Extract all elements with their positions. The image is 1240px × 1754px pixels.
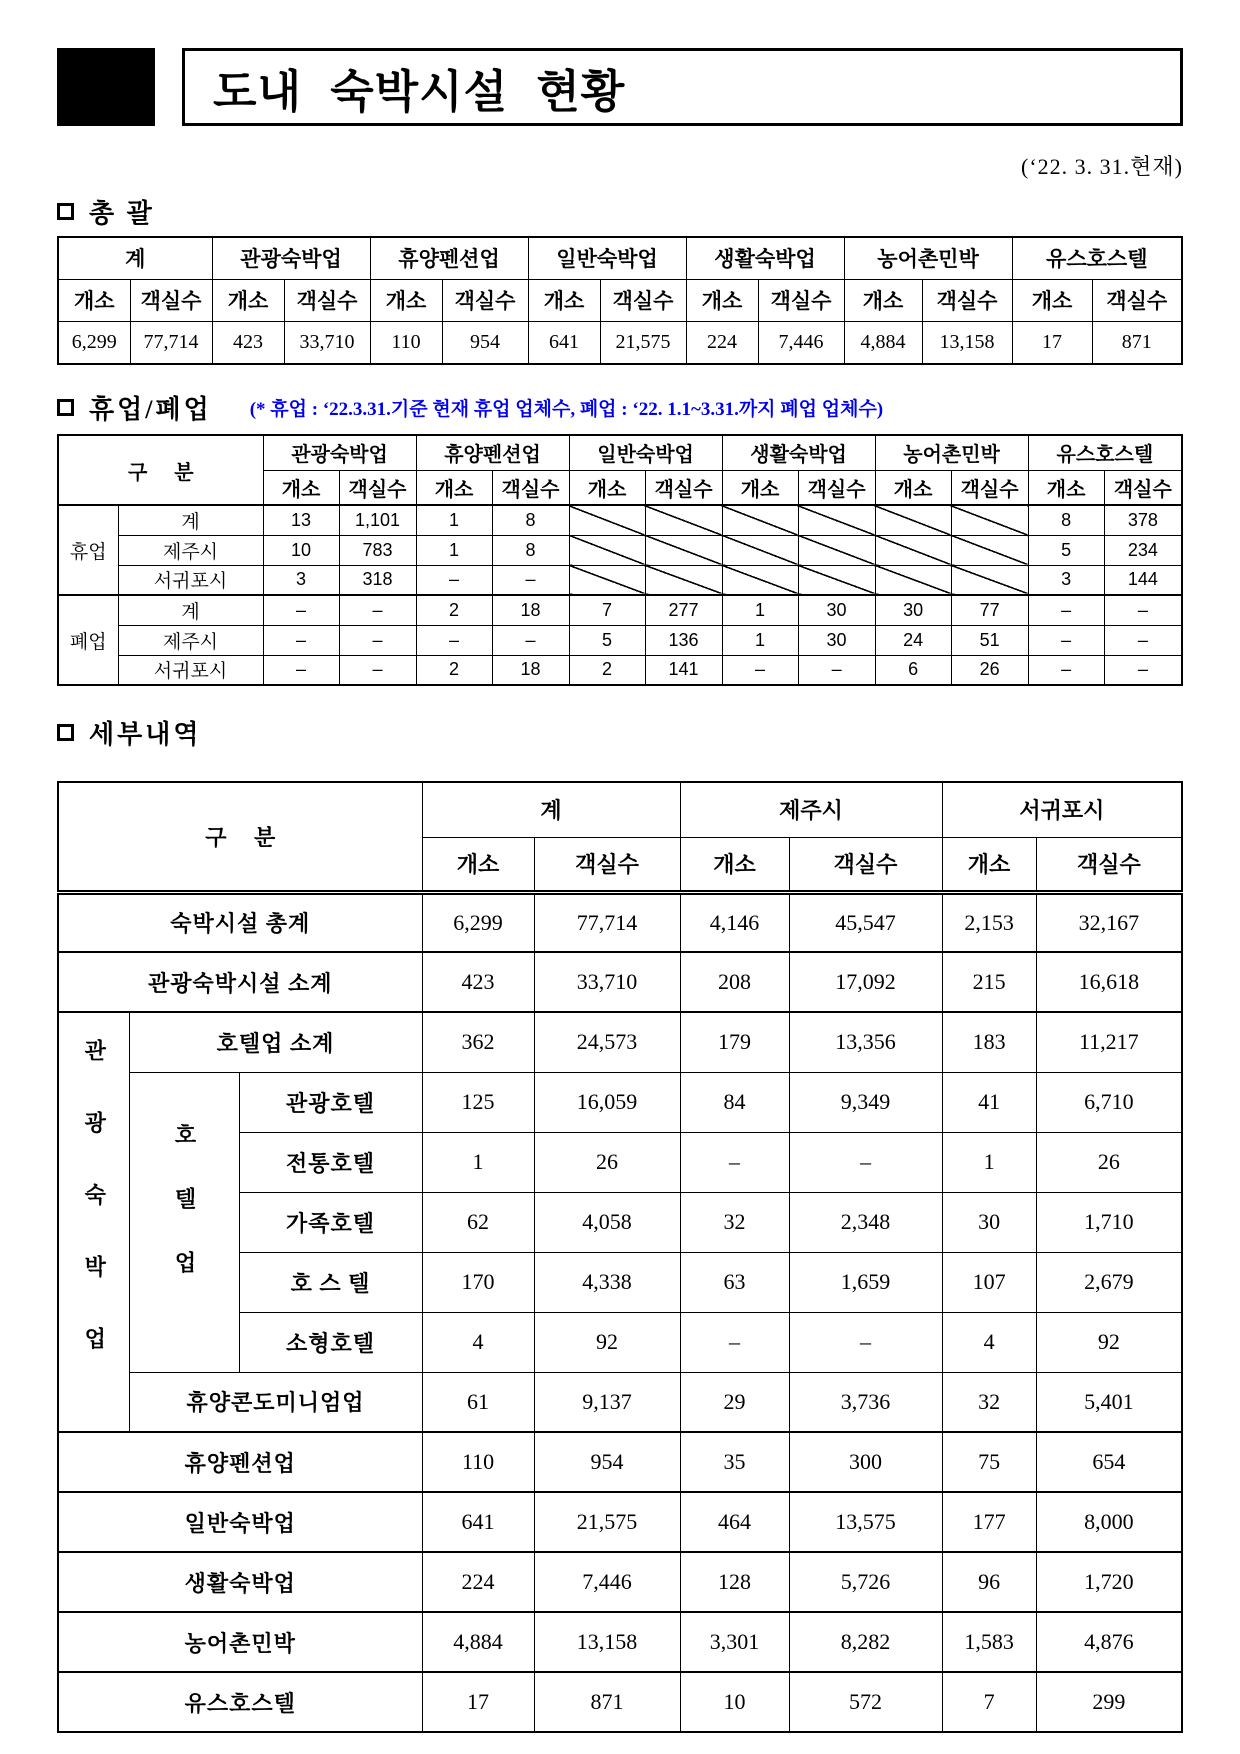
data-cell: 5 [1028, 535, 1104, 565]
data-cell: 7 [569, 595, 645, 625]
table-row [58, 505, 1182, 535]
data-cell: – [416, 565, 492, 595]
column-header: 일반숙박업 [528, 237, 686, 279]
data-cell: 32,167 [1036, 892, 1182, 952]
column-header: 객실수 [1036, 837, 1182, 892]
data-cell: 26 [1036, 1132, 1182, 1192]
table-row [58, 1372, 1182, 1432]
data-cell: 13,575 [789, 1492, 942, 1552]
column-header: 개소 [722, 470, 798, 505]
data-cell: 7,446 [758, 321, 844, 364]
data-cell: – [1028, 595, 1104, 625]
data-cell: 572 [789, 1672, 942, 1732]
data-cell: 18 [492, 655, 569, 685]
data-cell: 30 [875, 595, 951, 625]
data-cell: 4 [942, 1312, 1036, 1372]
data-cell: 3 [1028, 565, 1104, 595]
column-header: 개소 [528, 279, 600, 321]
diagonal-cell [569, 505, 645, 535]
data-cell: 1 [416, 505, 492, 535]
column-header: 객실수 [534, 837, 680, 892]
section-heading-closure [57, 389, 1183, 426]
data-cell: 1,710 [1036, 1192, 1182, 1252]
data-cell: 2 [416, 595, 492, 625]
data-cell: 1,101 [339, 505, 416, 535]
data-cell: 1 [416, 535, 492, 565]
data-cell: 1 [722, 595, 798, 625]
closure-table [57, 434, 1183, 686]
row-group-label: 휴업 [58, 505, 118, 595]
data-cell: 62 [422, 1192, 534, 1252]
data-cell: 92 [1036, 1312, 1182, 1372]
data-cell: 8 [492, 505, 569, 535]
column-header: 구 분 [58, 435, 263, 505]
data-cell: 30 [798, 625, 875, 655]
data-cell: 299 [1036, 1672, 1182, 1732]
column-header: 개소 [942, 837, 1036, 892]
diagonal-cell [569, 535, 645, 565]
data-cell: 4,338 [534, 1252, 680, 1312]
diagonal-cell [798, 565, 875, 595]
column-header: 객실수 [284, 279, 370, 321]
data-cell: 16,059 [534, 1072, 680, 1132]
row-label: 휴양펜션업 [58, 1432, 422, 1492]
row-label: 서귀포시 [118, 655, 263, 685]
data-cell: 5,726 [789, 1552, 942, 1612]
data-cell: 24,573 [534, 1012, 680, 1072]
data-cell: 96 [942, 1552, 1036, 1612]
data-cell: 464 [680, 1492, 789, 1552]
data-cell: 141 [645, 655, 722, 685]
detail-table [57, 781, 1183, 1733]
overview-subheader-row [58, 279, 1182, 321]
column-header: 생활숙박업 [722, 435, 875, 470]
title-black-block [57, 48, 155, 126]
data-cell: 6,710 [1036, 1072, 1182, 1132]
row-label: 유스호스텔 [58, 1672, 422, 1732]
table-row [58, 1432, 1182, 1492]
column-header: 개소 [844, 279, 922, 321]
data-cell: 92 [534, 1312, 680, 1372]
column-header: 객실수 [600, 279, 686, 321]
data-cell: 63 [680, 1252, 789, 1312]
diagonal-cell [951, 505, 1028, 535]
data-cell: – [416, 625, 492, 655]
data-cell: 77,714 [534, 892, 680, 952]
data-cell: 1 [722, 625, 798, 655]
column-header: 객실수 [789, 837, 942, 892]
diagonal-cell [875, 505, 951, 535]
data-cell: 8,282 [789, 1612, 942, 1672]
data-cell: 871 [1092, 321, 1182, 364]
row-label: 휴양콘도미니엄업 [129, 1372, 422, 1432]
column-header: 서귀포시 [942, 782, 1182, 837]
data-cell: 2,348 [789, 1192, 942, 1252]
table-row [58, 1072, 1182, 1132]
data-cell: 33,710 [284, 321, 370, 364]
data-cell: 41 [942, 1072, 1036, 1132]
section-heading-overview-label: 총 괄 [89, 199, 155, 228]
data-cell: 17 [422, 1672, 534, 1732]
diagonal-cell [569, 565, 645, 595]
data-cell: 170 [422, 1252, 534, 1312]
table-row [58, 1552, 1182, 1612]
data-cell: 423 [422, 952, 534, 1012]
data-cell: 35 [680, 1432, 789, 1492]
data-cell: 954 [442, 321, 528, 364]
data-cell: 4,146 [680, 892, 789, 952]
data-cell: 13,158 [534, 1612, 680, 1672]
data-cell: 84 [680, 1072, 789, 1132]
data-cell: 224 [686, 321, 758, 364]
data-cell: 2,679 [1036, 1252, 1182, 1312]
data-cell: 110 [422, 1432, 534, 1492]
overview-data-row [58, 321, 1182, 364]
row-group-label: 폐업 [58, 595, 118, 685]
table-row [58, 595, 1182, 625]
vertical-label: 호텔업 [172, 1123, 197, 1315]
data-cell: 16,618 [1036, 952, 1182, 1012]
row-label: 관광호텔 [239, 1072, 422, 1132]
column-header: 개소 [58, 279, 130, 321]
data-cell: 13,158 [922, 321, 1012, 364]
section-heading-detail-label: 세부내역 [89, 720, 202, 749]
data-cell: – [1104, 655, 1182, 685]
row-label: 계 [118, 505, 263, 535]
data-cell: 10 [680, 1672, 789, 1732]
column-header: 객실수 [1104, 470, 1182, 505]
diagonal-cell [798, 505, 875, 535]
data-cell: 4,058 [534, 1192, 680, 1252]
column-header: 개소 [875, 470, 951, 505]
data-cell: 10 [263, 535, 339, 565]
data-cell: 29 [680, 1372, 789, 1432]
data-cell: 75 [942, 1432, 1036, 1492]
section-heading-closure-label: 휴업/폐업 [89, 395, 212, 424]
data-cell: 4,884 [844, 321, 922, 364]
data-cell: 32 [942, 1372, 1036, 1432]
column-header: 개소 [1012, 279, 1092, 321]
column-header: 생활숙박업 [686, 237, 844, 279]
data-cell: 641 [528, 321, 600, 364]
data-cell: 783 [339, 535, 416, 565]
row-label: 소형호텔 [239, 1312, 422, 1372]
section-heading-detail [57, 714, 1183, 751]
closure-note: (* 휴업 : ‘22.3.31.기준 현재 휴업 업체수, 폐업 : ‘22. 1.1~3.31.까지 폐업 업체수) [249, 399, 884, 420]
data-cell: 107 [942, 1252, 1036, 1312]
diagonal-cell [722, 565, 798, 595]
row-group-label-hotel [129, 1072, 239, 1372]
table-row [58, 565, 1182, 595]
diagonal-cell [875, 535, 951, 565]
data-cell: 423 [212, 321, 284, 364]
closure-group-header-row [58, 435, 1182, 470]
data-cell: 3 [263, 565, 339, 595]
column-header: 객실수 [1092, 279, 1182, 321]
data-cell: – [1104, 595, 1182, 625]
data-cell: 183 [942, 1012, 1036, 1072]
data-cell: 641 [422, 1492, 534, 1552]
data-cell: 3,736 [789, 1372, 942, 1432]
data-cell: 26 [951, 655, 1028, 685]
column-header: 객실수 [922, 279, 1012, 321]
data-cell: – [339, 595, 416, 625]
data-cell: 51 [951, 625, 1028, 655]
column-header: 개소 [569, 470, 645, 505]
table-row [58, 952, 1182, 1012]
data-cell: 871 [534, 1672, 680, 1732]
data-cell: 1,659 [789, 1252, 942, 1312]
data-cell: 318 [339, 565, 416, 595]
square-bullet-icon [57, 724, 74, 741]
data-cell: 234 [1104, 535, 1182, 565]
data-cell: – [789, 1132, 942, 1192]
square-bullet-icon [57, 399, 74, 416]
row-label: 계 [118, 595, 263, 625]
column-header: 개소 [686, 279, 758, 321]
column-header: 휴양펜션업 [416, 435, 569, 470]
data-cell: – [339, 655, 416, 685]
diagonal-cell [722, 535, 798, 565]
data-cell: 77 [951, 595, 1028, 625]
diagonal-cell [951, 535, 1028, 565]
data-cell: 654 [1036, 1432, 1182, 1492]
row-label: 생활숙박업 [58, 1552, 422, 1612]
data-cell: 17,092 [789, 952, 942, 1012]
table-row [58, 1492, 1182, 1552]
column-header: 농어촌민박 [875, 435, 1028, 470]
row-label: 제주시 [118, 535, 263, 565]
data-cell: 4 [422, 1312, 534, 1372]
data-cell: 1,583 [942, 1612, 1036, 1672]
detail-group-header-row [58, 782, 1182, 837]
diagonal-cell [645, 565, 722, 595]
column-header: 계 [58, 237, 212, 279]
data-cell: – [789, 1312, 942, 1372]
data-cell: 2 [416, 655, 492, 685]
column-header: 유스호스텔 [1028, 435, 1182, 470]
column-header: 개소 [370, 279, 442, 321]
column-header: 객실수 [339, 470, 416, 505]
data-cell: 144 [1104, 565, 1182, 595]
column-header: 객실수 [645, 470, 722, 505]
data-cell: – [492, 565, 569, 595]
data-cell: 954 [534, 1432, 680, 1492]
data-cell: 30 [798, 595, 875, 625]
column-header: 농어촌민박 [844, 237, 1012, 279]
diagonal-cell [722, 505, 798, 535]
data-cell: – [680, 1132, 789, 1192]
data-cell: 9,349 [789, 1072, 942, 1132]
data-cell: 9,137 [534, 1372, 680, 1432]
data-cell: 33,710 [534, 952, 680, 1012]
data-cell: 11,217 [1036, 1012, 1182, 1072]
column-header: 휴양펜션업 [370, 237, 528, 279]
table-row [58, 1672, 1182, 1732]
data-cell: – [263, 655, 339, 685]
data-cell: – [263, 625, 339, 655]
row-label: 관광숙박시설 소계 [58, 952, 422, 1012]
overview-table [57, 236, 1183, 365]
row-label: 가족호텔 [239, 1192, 422, 1252]
row-label: 일반숙박업 [58, 1492, 422, 1552]
data-cell: – [263, 595, 339, 625]
data-cell: 1 [422, 1132, 534, 1192]
column-header: 객실수 [130, 279, 212, 321]
data-cell: 1,720 [1036, 1552, 1182, 1612]
column-header: 개소 [212, 279, 284, 321]
column-header: 계 [422, 782, 680, 837]
data-cell: 125 [422, 1072, 534, 1132]
data-cell: 1 [942, 1132, 1036, 1192]
data-cell: 208 [680, 952, 789, 1012]
data-cell: 5,401 [1036, 1372, 1182, 1432]
data-cell: 215 [942, 952, 1036, 1012]
data-cell: 21,575 [534, 1492, 680, 1552]
data-cell: 224 [422, 1552, 534, 1612]
data-cell: – [1028, 655, 1104, 685]
data-cell: 6,299 [58, 321, 130, 364]
data-cell: 30 [942, 1192, 1036, 1252]
data-cell: 3,301 [680, 1612, 789, 1672]
table-row [58, 535, 1182, 565]
page-title: 도내 숙박시설 현황 [213, 66, 626, 117]
data-cell: 362 [422, 1012, 534, 1072]
data-cell: 136 [645, 625, 722, 655]
data-cell: 77,714 [130, 321, 212, 364]
diagonal-cell [798, 535, 875, 565]
table-row [58, 625, 1182, 655]
row-label: 서귀포시 [118, 565, 263, 595]
data-cell: 13 [263, 505, 339, 535]
column-header: 객실수 [758, 279, 844, 321]
data-cell: 6,299 [422, 892, 534, 952]
data-cell: – [680, 1312, 789, 1372]
data-cell: 26 [534, 1132, 680, 1192]
row-label: 농어촌민박 [58, 1612, 422, 1672]
title-box [182, 48, 1183, 126]
data-cell: 2 [569, 655, 645, 685]
data-cell: – [722, 655, 798, 685]
data-cell: 300 [789, 1432, 942, 1492]
row-label: 호텔업 소계 [129, 1012, 422, 1072]
table-row [58, 1012, 1182, 1072]
column-header: 관광숙박업 [212, 237, 370, 279]
column-header: 제주시 [680, 782, 942, 837]
column-header: 개소 [416, 470, 492, 505]
data-cell: – [339, 625, 416, 655]
data-cell: 110 [370, 321, 442, 364]
data-cell: 13,356 [789, 1012, 942, 1072]
data-cell: 2,153 [942, 892, 1036, 952]
column-header: 유스호스텔 [1012, 237, 1182, 279]
data-cell: 17 [1012, 321, 1092, 364]
data-cell: 277 [645, 595, 722, 625]
table-row [58, 1612, 1182, 1672]
table-row [58, 892, 1182, 952]
data-cell: – [798, 655, 875, 685]
row-label: 제주시 [118, 625, 263, 655]
data-cell: 4,884 [422, 1612, 534, 1672]
data-cell: 5 [569, 625, 645, 655]
diagonal-cell [875, 565, 951, 595]
diagonal-cell [645, 505, 722, 535]
row-label: 전통호텔 [239, 1132, 422, 1192]
column-header: 객실수 [492, 470, 569, 505]
data-cell: 8,000 [1036, 1492, 1182, 1552]
column-header: 개소 [1028, 470, 1104, 505]
table-row [58, 655, 1182, 685]
data-cell: 18 [492, 595, 569, 625]
data-cell: 61 [422, 1372, 534, 1432]
column-header: 일반숙박업 [569, 435, 722, 470]
data-cell: 24 [875, 625, 951, 655]
data-cell: – [492, 625, 569, 655]
data-cell: – [1028, 625, 1104, 655]
square-bullet-icon [57, 203, 74, 220]
column-header: 개소 [680, 837, 789, 892]
data-cell: 4,876 [1036, 1612, 1182, 1672]
row-label: 호 스 텔 [239, 1252, 422, 1312]
data-cell: 7,446 [534, 1552, 680, 1612]
title-bar [57, 48, 1183, 126]
column-header: 구 분 [58, 782, 422, 892]
column-header: 객실수 [442, 279, 528, 321]
column-header: 관광숙박업 [263, 435, 416, 470]
row-label: 숙박시설 총계 [58, 892, 422, 952]
column-header: 객실수 [951, 470, 1028, 505]
data-cell: 8 [1028, 505, 1104, 535]
section-heading-overview [57, 193, 1183, 230]
column-header: 개소 [263, 470, 339, 505]
as-of-date: (‘22. 3. 31.현재) [1021, 154, 1183, 179]
data-cell: 45,547 [789, 892, 942, 952]
data-cell: – [1104, 625, 1182, 655]
column-header: 객실수 [798, 470, 875, 505]
data-cell: 179 [680, 1012, 789, 1072]
overview-group-header-row [58, 237, 1182, 279]
diagonal-cell [951, 565, 1028, 595]
vertical-label: 관광숙박업 [81, 1039, 107, 1399]
data-cell: 32 [680, 1192, 789, 1252]
row-group-label-tourism [58, 1012, 129, 1432]
diagonal-cell [645, 535, 722, 565]
data-cell: 7 [942, 1672, 1036, 1732]
data-cell: 128 [680, 1552, 789, 1612]
data-cell: 378 [1104, 505, 1182, 535]
data-cell: 177 [942, 1492, 1036, 1552]
data-cell: 8 [492, 535, 569, 565]
column-header: 개소 [422, 837, 534, 892]
data-cell: 21,575 [600, 321, 686, 364]
data-cell: 6 [875, 655, 951, 685]
